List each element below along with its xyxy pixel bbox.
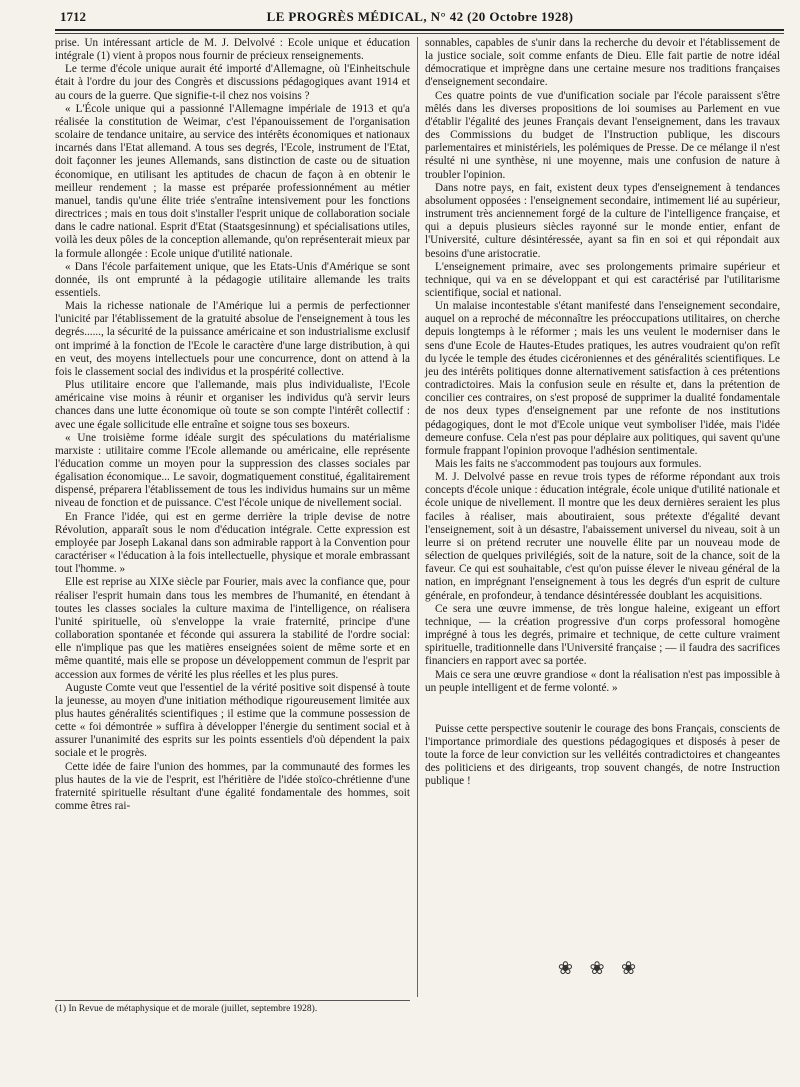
- paragraph: « L'École unique qui a passionné l'Allemagne impériale de 1913 et qu'a réalisée la constitution de Weimar, c'est l'épanouissement de l'organisation scolaire de tendance unitaire, au service des intérêts économiques et nationaux incarnés dans l'Etat allemand. A tous ses degrés, l'Ecole, instrument de l'Etat, doit façonner les jeunes Allemands, sans distinction de caste ou de situation économique, en utilisant les aptitudes de chacun de façon à en obtenir le meilleur rendement ; la masse est préparée professionnément au métier manuel, tandis qu'une élite triée s'entraîne intensivement pour les fonctions directrices ; mais en tous doit s'installer l'esprit unique de collaboration sociale dans le cadre national. Esprit d'Etat (Staatsgesinnung) et spécialisations utiles, voilà les deux pôles de la conception allemande, qu'on représenterait mieux par la formule allongée : Ecole unique d'utilité nationale.: [55, 102, 410, 260]
- right-column: [425, 37, 780, 789]
- column-divider: [417, 37, 418, 997]
- paragraph: M. J. Delvolvé passe en revue trois types de réforme répondant aux trois concepts d'école unique : éducation intégrale, école unique d'utilité nationale et école unique de nivellement. Il montre que les deux dernières seraient les plus faciles à réaliser, mais aboutiraient, sous prétexte d'égalité devant l'enseignement, soit à un désastre, l'abaissement universel du niveau, soit à un leurre si on prétend recruter une nouvelle élite par un nouveau mode de sélection de quelques privilégiés, soit de la nature, soit de la chance, soit de la faveur. Ce qui est souhaitable, c'est qu'on puisse élever le niveau général de la nation, en imprégnant l'enseignement à tous les degrés d'un esprit de culture générale, en profondeur, à tendance désintéressée doublant les acquisitions.: [425, 471, 780, 602]
- paragraph: Mais ce sera une œuvre grandiose « dont la réalisation n'est pas impossible à un peuple intelligent et de ferme volonté. »: [425, 668, 780, 694]
- header-rule-thin: [55, 33, 784, 34]
- header-rule: [55, 29, 784, 31]
- paragraph: prise. Un intéressant article de M. J. Delvolvé : Ecole unique et éducation intégrale (1) vient à propos nous fournir de précieux renseignements.: [55, 37, 410, 63]
- paragraph: Un malaise incontestable s'étant manifesté dans l'enseignement secondaire, auquel on a reproché de méconnaître les préoccupations utilitaires, on cherche depuis longtemps à le réformer ; mais les uns veulent le moderniser dans le sens d'une Ecole de Hautes-Etudes pratiques, les autres voudraient qu'on refît du lycée le temple des études cicéroniennes et des généralités scientifiques. Le jeu des intérêts politiques donne alternativement satisfaction à ces prétentions contradictoires. Mais la confusion seule en résulte et, dans la prétention de concilier ces contraires, on s'est proposé de supprimer la dualité fondamentale de nos deux types d'enseignement par une refonte de nos institutions pédagogiques, dont le mot d'Ecole unique veut symboliser l'idée, mais l'idée demeure confuse. Cela n'est pas pour déplaire aux politiques, qui savent qu'une formule frappant l'opinion provoque l'adhésion sentimentale.: [425, 300, 780, 457]
- paragraph: Elle est reprise au XIXe siècle par Fourier, mais avec la confiance que, pour réaliser l'esprit humain dans tous les membres de l'humanité, en étendant à toutes les classes sociales la culture maxima de l'intelligence, on réalisera l'unité spirituelle, où s'enveloppe la vraie fraternité, principe d'une collaboration spontanée et féconde qui assurera la stabilité de l'ordre social: elle n'implique pas que les matières enseignées soient de même sorte et en même quantité, mais elle se propose un développement commun de l'esprit par accession aux formes de vérité les plus réelles et les plus pures.: [55, 576, 410, 681]
- paragraph: Puisse cette perspective soutenir le courage des bons Français, conscients de l'importance primordiale des questions pédagogiques et disposés à peser de toute la force de leur conviction sur les velléités contradictoires et changeantes des politiciens et des dirigeants, trop souvent changés, de notre Instruction publique !: [425, 722, 780, 788]
- footnote: (1) In Revue de métaphysique et de morale (juillet, septembre 1928).: [55, 1004, 318, 1014]
- flower-ornament-icon: ❀ ❀ ❀: [557, 958, 643, 978]
- left-column: [55, 37, 410, 813]
- paragraph: Ces quatre points de vue d'unification sociale par l'école paraissent s'être mêlés dans les diverses propositions de loi soumises au Parlement en vue d'établir l'égalité des jeunes Français devant l'enseignement, dans les travaux des Commissions du budget de l'Instruction publique, les discours parlementaires et ministériels, les polémiques de Presse. De ce mélange il n'est résulté ni une synthèse, ni une moyenne, mais une confusion de nature à troubler l'opinion.: [425, 89, 780, 181]
- paragraph: L'enseignement primaire, avec ses prolongements primaire supérieur et technique, qui va en se développant et qui est caractérisé par l'utilitarisme scientifique, social et national.: [425, 260, 780, 299]
- paragraph: Le terme d'école unique aurait été importé d'Allemagne, où l'Einheitschule était à l'ordre du jour des Congrès et discussions pédagogiques avant 1914 et au cours de la guerre. Que signifie-t-il chez nos voisins ?: [55, 63, 410, 102]
- paragraph: Mais la richesse nationale de l'Amérique lui a permis de perfectionner l'unicité par l'établissement de la gratuité absolue de l'enseignement à tous les degrés......, la sécurité de la puissance américaine et son industrialisme exclusif ont imprimé à la fonction de l'Ecole le caractère d'une large distribution, à qui en veut, des moyens intellectuels pour une concurrence, dont on attend à la fois le classement social des individus et la prospérité collective.: [55, 300, 410, 378]
- paragraph: En France l'idée, qui est en germe derrière la triple devise de notre Révolution, apparaît sous le nom d'éducation intégrale. Cette expression est employée par Joseph Lakanal dans son admirable rapport à la Convention pour caractériser « l'éducation à la fois intellectuelle, physique et morale embrassant tout l'homme. »: [55, 510, 410, 576]
- page-number: 1712: [60, 9, 86, 24]
- paragraph: sonnables, capables de s'unir dans la recherche du devoir et l'établissement de la justice sociale, soit comme enfants de Dieu. Elle fait partie de notre idéal démocratique et imprègne dans une certaine mesure nos traditions françaises d'enseignement secondaire.: [425, 37, 780, 89]
- paragraph: « Une troisième forme idéale surgit des spéculations du matérialisme marxiste : utilitaire comme l'Ecole allemande ou américaine, elle représente l'éducation comme un moyen pour la suppression des classes sociales par égalisation économique... Le savoir, dogmatiquement constitué, égalitairement dispensé, préparera l'établissement de tous les individus humains sur un même niveau de fonction et de puissance. C'est l'école unique de nivellement social.: [55, 431, 410, 510]
- paragraph: Plus utilitaire encore que l'allemande, mais plus individualiste, l'Ecole américaine vise moins à réunir et organiser les individus qu'à servir leurs chances dans une lutte économique où toute se son compte l'intérêt collectif : avec une égale sollicitude elle entraîne et soigne tous ses boxeurs.: [55, 379, 410, 431]
- page-header: [60, 6, 780, 28]
- paragraph: Mais les faits ne s'accommodent pas toujours aux formules.: [435, 458, 702, 470]
- paragraph: Cette idée de faire l'union des hommes, par la communauté des formes les plus hautes de la vie de l'esprit, est l'héritière de l'idée stoïco-chrétienne d'une fraternité spirituelle résultant d'une égalité fondamentale des hommes, soit comme êtres rai-: [55, 760, 410, 813]
- running-title: LE PROGRÈS MÉDICAL, N° 42 (20 Octobre 1928): [266, 9, 574, 24]
- paragraph: Ce sera une œuvre immense, de très longue haleine, exigeant un effort technique, — la création progressive d'un corps professoral homogène imprégné à tous les degrés, primaire et technique, de cette culture vraiment spirituelle, traditionnelle dans l'Université française ; — il faudra des sacrifices financiers en rapport avec sa portée.: [425, 602, 780, 668]
- footnote-rule: [55, 1000, 410, 1001]
- paragraph: Dans notre pays, en fait, existent deux types d'enseignement à tendances absolument opposées : l'enseignement secondaire, intimement lié au supérieur, instrument très anciennement forgé de la culture de l'intelligence française, et qui a depuis plusieurs siècles rayonné sur le monde entier, enfant de l'Université, culture désintéressée, ayant sa fin en soi et qui répondait aux besoins d'une aristocratie.: [425, 181, 780, 260]
- paragraph: Auguste Comte veut que l'essentiel de la vérité positive soit dispensé à toute la jeunesse, au moyen d'une initiation méthodique rigoureusement limitée aux plus hautes généralités scientifiques ; il estime que la commune possession de cette « foi démontrée » suffira à développer l'énergie du sentiment social et à assurer l'unanimité des esprits sur les points essentiels d'où dépendent la paix sociale et le progrès.: [55, 681, 410, 760]
- paragraph: « Dans l'école parfaitement unique, que les Etats-Unis d'Amérique se sont donnée, ils ont emprunté à la pédagogie utilitaire allemande les traits essentiels.: [55, 260, 410, 299]
